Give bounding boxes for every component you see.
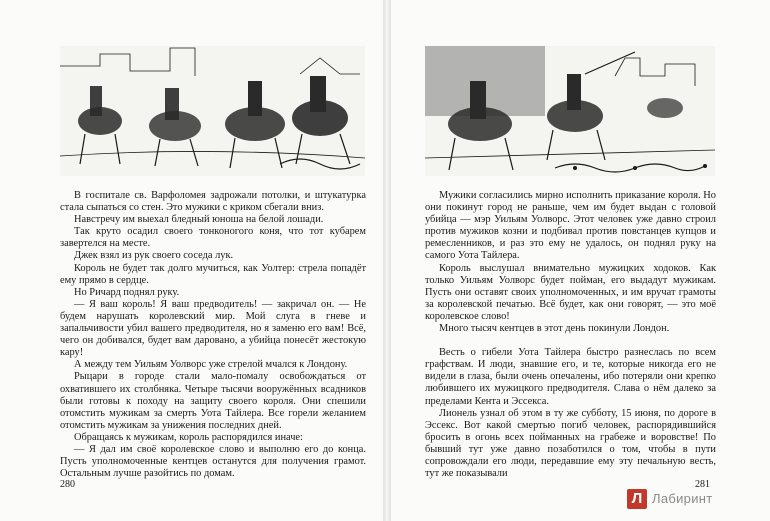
illustration-right <box>425 46 715 176</box>
paragraph: — Я дал им своё королевское слово и выполню его до конца. Пусть уполномоченные кентцев останутся для получения грамот. Остальным лучше разойтись по домам. <box>60 443 366 480</box>
paragraph: Мужики согласились мирно исполнить приказание короля. Но они покинут город не раньше, чем им будет выдан с головой убийца — мэр Уильям Уолворс. Этот человек уже давно строил против мужиков козни и подбивал против повстанцев купцов и ремесленников, и раз это ему не удалось, он поднял руку на самого Уота Тайлера. <box>425 190 716 262</box>
paragraph: Но Ричард поднял руку. <box>74 286 180 298</box>
paragraph: В госпитале св. Варфоломея задрожали потолки, и штукатурка стала сыпаться со стен. Это мужики с криком сбегали вниз. <box>60 190 366 214</box>
left-page-text <box>60 190 366 480</box>
paragraph: Джек взял из рук своего соседа лук. <box>74 250 234 262</box>
paragraph: Так круто осадил своего тонконогого коня, что тот кубарем завертелся на месте. <box>60 226 366 250</box>
paragraph: Много тысяч кентцев в этот день покинули Лондон. <box>439 323 670 335</box>
engraving-riders-left <box>60 46 365 176</box>
paragraph: Король выслушал внимательно мужицких ходоков. Как только Уильям Уолворс будет пойман, его выдадут мужикам. Пусть они оставят своих уполномоченных, и им вручат грамоты за королевской печатью. Всё будет, как они говорят, — это моё королевское слово! <box>425 262 716 322</box>
paragraph: Навстречу им выехал бледный юноша на белой лошади. <box>74 214 324 226</box>
paragraph: Весть о гибели Уота Тайлера быстро разнеслась по всем графствам. И люди, знавшие его, и те, которые никогда его не видели в глаза, были очень опечалены, ибо потеряли они крепко любившего их мужицкого предводителя. Слава о нём далеко за пределами Кента и Эссекса. <box>425 347 716 407</box>
engraving-riders-right <box>425 46 715 176</box>
book-gutter <box>383 0 391 521</box>
watermark-text: Лабиринт <box>652 491 713 506</box>
right-page-text <box>425 190 716 480</box>
illustration-left <box>60 46 365 176</box>
paragraph: — Я ваш король! Я ваш предводитель! — закричал он. — Не будем нарушать королевский мир. Мой слуга в гневе и запальчивости убил вашего предводителя, но я заменю его вам! Всё, чего он добивался, будет вам даровано, а убийца понесёт жестокую кару! <box>60 298 366 359</box>
labirint-logo-icon: Л <box>627 489 647 509</box>
paragraph: Король не будет так долго мучиться, как Уолтер: стрела попадёт ему прямо в сердце. <box>60 262 366 286</box>
paragraph: А между тем Уильям Уолворс уже стрелой мчался к Лондону. <box>74 359 348 371</box>
paragraph: Обращаясь к мужикам, король распорядился иначе: <box>74 431 303 443</box>
page-number-right: 281 <box>695 479 710 490</box>
page-number-left: 280 <box>60 479 75 490</box>
paragraph: Рыцари в городе стали мало-помалу освобождаться от охватившего их столбняка. Четыре тысячи вооружённых всадников были готовы к походу на защиту своего короля. Они спешили отомстить мужикам за смерть Уота Тайлера. Все горели желанием отомстить мужикам за унижения последних дней. <box>60 371 366 431</box>
paragraph: Лионель узнал об этом в ту же субботу, 15 июня, по дороге в Эссекс. Вот какой смертью погиб человек, распорядившийся бросить в огонь всех пойманных на грабеже и воровстве! По бывший тут уже давно позаботился о том, чтобы в пути сопровождали его люди, передавшие ему эту печальную весть, тут же показывали <box>425 407 716 480</box>
